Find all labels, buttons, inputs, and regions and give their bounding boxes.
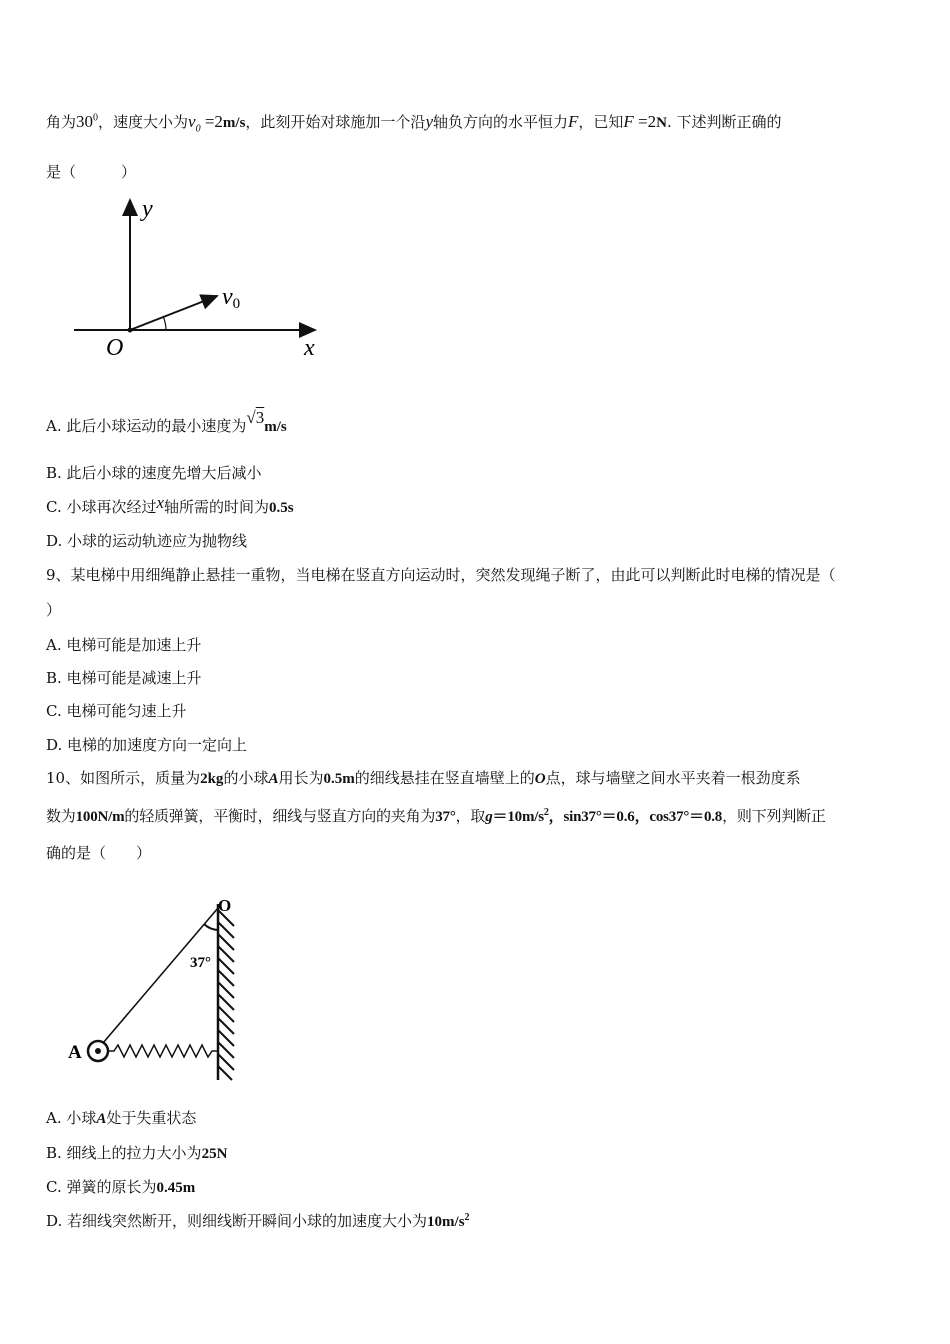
angle-arc: [163, 316, 166, 330]
q8-stem-line-1: 角为$30^0$，速度大小为$v_0 =2m/s$，此刻开始对球施加一个沿y轴负方向的水平恒力F，已知F =2N. 下述判断正确的: [46, 112, 782, 135]
figure-axes-velocity: [60, 190, 330, 370]
q9-option-a: A. 电梯可能是加速上升: [46, 636, 202, 654]
v0-symbol: $v_0$: [188, 112, 201, 135]
q10-option-a: A. 小球A处于失重状态: [46, 1109, 197, 1127]
sqrt-symbol: √3: [246, 408, 265, 427]
q10-option-d: D. 若细线突然断开，则细线断开瞬间小球的加速度大小为$10m/s^2$: [46, 1212, 470, 1230]
wall-hatching: [218, 910, 234, 1080]
spring: [108, 1045, 218, 1057]
q8-option-d: D. 小球的运动轨迹应为抛物线: [46, 532, 248, 550]
y-axis-label: y: [142, 196, 153, 222]
q9-stem-line-1: 9、某电梯中用细绳静止悬挂一重物，当电梯在竖直方向运动时，突然发现绳子断了，由此可以判断此时电梯的情况是（: [46, 566, 836, 584]
string-line: [103, 908, 218, 1043]
fig2-ball-label: A: [68, 1042, 82, 1063]
q10-stem-line-3: 确的是（ ）: [46, 844, 152, 862]
q8-stem-line-2: 是（ ）: [46, 163, 137, 181]
q9-stem-line-2: ）: [46, 601, 62, 619]
v0-label: v0: [222, 284, 241, 312]
angle-value: $30^0$: [76, 112, 99, 131]
origin-label: O: [106, 335, 124, 361]
ball-center-dot: [95, 1048, 101, 1054]
q10-option-b: B. 细线上的拉力大小为25N: [46, 1144, 228, 1162]
angle-arc-37: [204, 924, 218, 930]
figure-wall-spring: [60, 890, 260, 1090]
q10-stem-line-2: 数为100N/m的轻质弹簧，平衡时，细线与竖直方向的夹角为37°，取$g=10m/s^2$，sin37°＝0.6，cos37°＝0.8，则下列判断正: [46, 807, 826, 825]
q9-option-c: C. 电梯可能匀速上升: [46, 702, 187, 720]
x-axis-label: x: [304, 335, 315, 361]
fig2-angle-label: 37°: [190, 955, 211, 971]
q10-stem-line-1: 10、如图所示，质量为2kg的小球A用长为0.5m的细线悬挂在竖直墙壁上的O点，球与墙壁之间水平夹着一根劲度系: [46, 769, 801, 787]
q8-option-b: B. 此后小球的速度先增大后减小: [46, 464, 262, 482]
q9-option-b: B. 电梯可能是减速上升: [46, 669, 202, 687]
v0-vector: [130, 296, 217, 330]
fig2-o-label: O: [218, 896, 232, 915]
q9-option-d: D. 电梯的加速度方向一定向上: [46, 736, 248, 754]
q10-option-c: C. 弹簧的原长为0.45m: [46, 1178, 196, 1196]
q8-option-a: A. 此后小球运动的最小速度为√3m/s: [46, 408, 287, 435]
q8-option-c: C. 小球再次经过x轴所需的时间为0.5s: [46, 493, 294, 516]
origin-dot: [128, 328, 133, 333]
